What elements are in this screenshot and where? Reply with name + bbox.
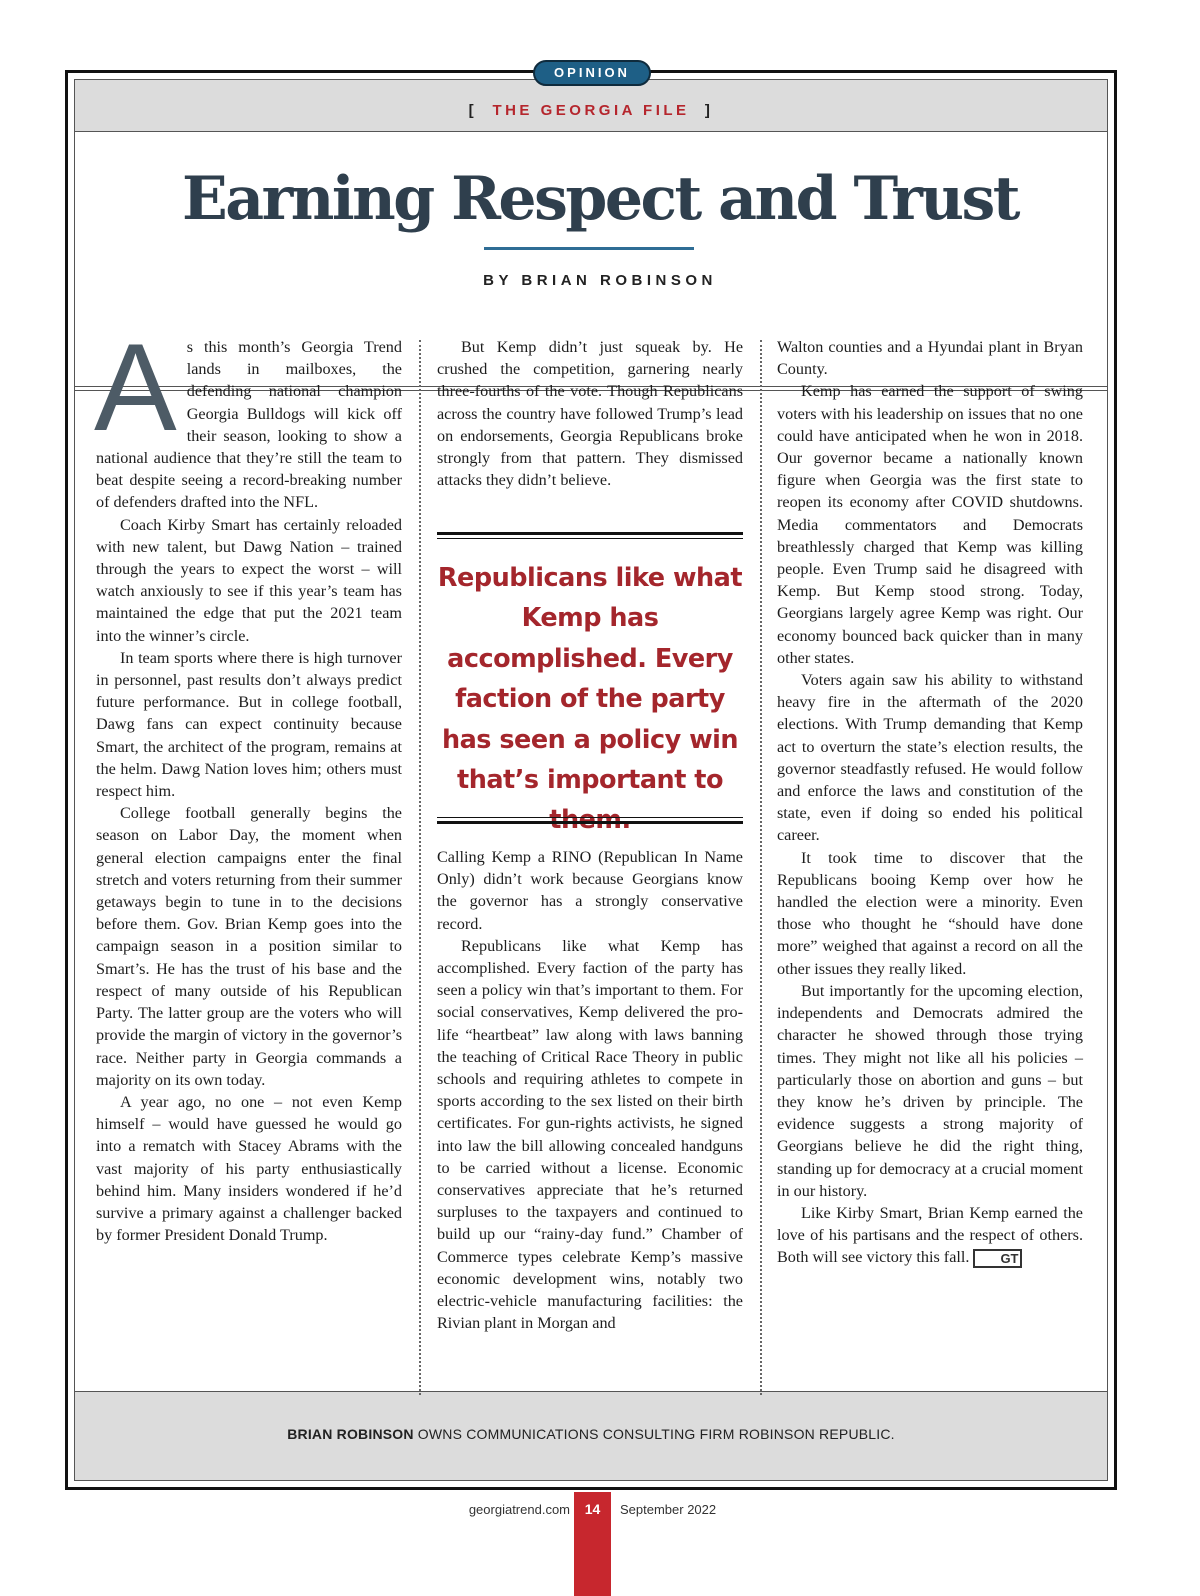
- pull-quote-rule: [437, 538, 743, 539]
- paragraph: [777, 1202, 1083, 1269]
- paragraph: In team sports where there is high turnover in personnel, past results don’t always predict future performance. But in college football, Dawg fans can expect continuity because Smart, the architect of the program, remains at the helm. Dawg Nation loves him; others must respect him.: [96, 648, 402, 801]
- author-bio: [75, 1426, 1107, 1442]
- article-column-1: [94, 319, 402, 1246]
- pull-quote-box: [437, 532, 743, 824]
- paragraph: Republicans like what Kemp has accomplished. Every faction of the party has seen a policy win that’s important to them. For social conservatives, Kemp delivered the pro-life “heartbeat” law along with laws banning the teaching of Critical Race Theory in public schools and requiring athletes to compete in sports according to the sex listed on their birth certificates. For gun-rights activists, he signed into law the bill allowing concealed handguns to be carried without a license. Economic conservatives appreciate that he’s returned surpluses to the taxpayers and continued to build up our “rainy-day fund.” Chamber of Commerce types celebrate Kemp’s massive economic development wins, notably two electric-vehicle manufacturing facilities: the Rivian plant in Morgan and: [437, 936, 743, 1333]
- article-column-3: [777, 336, 1083, 1269]
- paragraph: Voters again saw his ability to withstand heavy fire in the aftermath of the 2020 elections. With Trump demanding that Kemp act to overturn the state’s election results, the governor steadfastly refused. He would follow and enforce the laws and constitution of the state, even if doing so ended his political career.: [777, 671, 1083, 845]
- kicker-text: THE GEORGIA FILE: [492, 102, 690, 119]
- paragraph: A year ago, no one – not even Kemp himself – would have guessed he would go into a rematch with Stacey Abrams with the vast majority of his party enthusiastically behind him. Many insiders wondered if he’d survive a primary against a challenger backed by former President Donald Trump.: [96, 1092, 402, 1245]
- bio-band: [75, 1391, 1107, 1480]
- column-divider: [419, 340, 421, 1395]
- kicker-bracket-close: ]: [704, 102, 714, 119]
- paragraph: Walton counties and a Hyundai plant in Bryan County.: [777, 338, 1083, 379]
- paragraph: Calling Kemp a RINO (Republican In Name Only) didn’t work because Georgians know the governor has a strongly conservative record.: [437, 848, 743, 933]
- bio-name: BRIAN ROBINSON: [287, 1426, 414, 1442]
- page-number: 14: [584, 1501, 601, 1517]
- article-column-2-top: [437, 336, 743, 491]
- footer-site: georgiatrend.com: [468, 1502, 570, 1517]
- header-band: [75, 80, 1107, 132]
- paragraph: But Kemp didn’t just squeak by. He crushed the competition, garnering nearly three-fourths of the vote. Though Republicans across the country have followed Trump’s lead on endorsements, Georgia Republicans broke strongly from that pattern. They dismissed attacks they didn’t believe.: [437, 338, 743, 490]
- end-mark-icon: GT: [973, 1249, 1021, 1268]
- title-underline: [484, 247, 694, 250]
- byline: BY BRIAN ROBINSON: [483, 272, 717, 289]
- paragraph: But importantly for the upcoming election, independents and Democrats admired the character he showed through those trying times. They might not like all his policies – particularly those on abortion and guns – but they know he’s driven by principle. The evidence suggests a strong majority of Georgians believe he did the right thing, standing up for democracy at a crucial moment in our history.: [777, 981, 1083, 1200]
- pull-quote-rule: [437, 821, 743, 824]
- paragraph: It took time to discover that the Republicans booing Kemp over how he handled the election were a minority. Even those who thought he “should have done more” weighed that against a record on all the other issues they really liked.: [777, 848, 1083, 978]
- closing-text: Like Kirby Smart, Brian Kemp earned the love of his partisans and the respect of others. Both will see victory this fall.: [777, 1203, 1083, 1267]
- drop-cap: A: [94, 319, 177, 457]
- kicker-bracket-open: [: [468, 102, 478, 119]
- pull-quote: Republicans like what Kemp has accomplished. Every faction of the party has seen a policy win that’s important to: [437, 563, 743, 796]
- column-kicker: [75, 102, 1107, 119]
- pull-quote-rule: [437, 817, 743, 818]
- paragraph: Kemp has earned the support of swing voters with his leadership on issues that no one could have anticipated when he won in 2018. Our governor became a nationally known figure when Georgia was the first state to reopen its economy after COVID shutdowns. Media commentators and Democrats breathlessly charged that Kemp was killing people. Even Trump said he disagreed with Kemp. But Kemp stood strong. Today, Georgians largely agree Kemp was right. Our economy bounced back quicker than in many other states.: [777, 382, 1083, 667]
- bio-text: OWNS COMMUNICATIONS CONSULTING FIRM ROBINSON REPUBLIC.: [417, 1426, 895, 1442]
- footer-date: September 2022: [620, 1502, 717, 1517]
- page-footer: [0, 1492, 1200, 1596]
- article-column-2-bottom: [437, 846, 743, 1334]
- paragraph: Coach Kirby Smart has certainly reloaded with new talent, but Dawg Nation – trained through the years to expect the worst – will watch anxiously to see if this year’s team has maintained the edge that put the 2021 team into the winner’s circle.: [96, 515, 402, 645]
- article-title: Earning Respect and Trust: [181, 164, 1019, 234]
- paragraph: s this month’s Georgia Trend lands in mailboxes, the defending national champion Georgia Bulldogs will kick off their season, looking to show a national audience that they’re still the team to beat despite seeing a record-breaking number of defenders drafted into the NFL.: [96, 338, 402, 512]
- section-tab-opinion: OPINION: [533, 60, 651, 86]
- column-divider: [760, 340, 762, 1395]
- paragraph: College football generally begins the season on Labor Day, the moment when general election campaigns enter the final stretch and voters returning from their summer getaways begin to tune in to the decisions before them. Gov. Brian Kemp goes into the campaign season in a position similar to Smart’s. He has the trust of his base and the respect of many outside of his Republican Party. The latter group are the voters who will provide the margin of victory in the governor’s race. Neither party in Georgia commands a majority on its own today.: [96, 804, 402, 1089]
- pull-quote-rule: [437, 532, 743, 535]
